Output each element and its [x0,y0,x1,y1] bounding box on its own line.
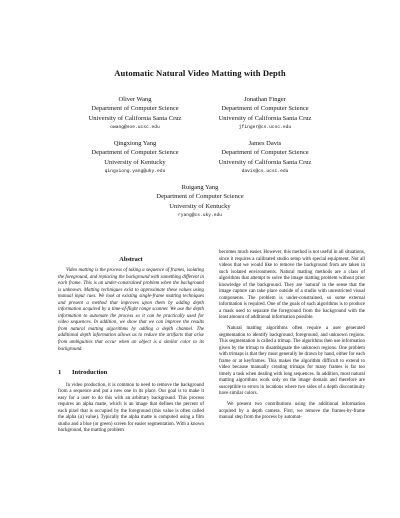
author-email: owang@soe.ucsc.edu [110,124,160,130]
author-university: University of California Santa Cruz [88,114,182,122]
author-email: jfinger@cs.ucsc.edu [238,124,292,130]
author-university: University of Kentucky [169,202,231,210]
author-email: qingxiong.yang@uky.edu [104,168,166,174]
author-university: University of Kentucky [104,158,166,166]
left-column [58,253,204,435]
author-block [125,183,275,220]
author-department: Department of Computer Science [91,149,179,157]
author-block [190,95,340,132]
body-paragraph: We present two contributions using the additional information acquired by a depth camera. First, we remove the frames-by-frame manual step from the process by automat- [219,402,365,421]
author-department: Department of Computer Science [221,149,309,157]
section-number: 1 [58,369,62,377]
author-email: davis@cs.ucsc.edu [241,168,289,174]
abstract-heading: Abstract [119,256,143,263]
body-paragraph: Natural matting algorithms often require a user generated segmentation to identify background, foreground, and unknown regions. This segmentation is called a trimap. The algorithms then use information given by the trimap to disambiguate the unknown regions. One problem with trimaps is that they must generally be drawn by hand, either for each frame or at keyframes. This makes the algorithm difficult to extend to video because manually creating trimaps for many frames is far too timely a task when dealing with long sequences. In addition, most natural matting algorithms work only on the image domain and therefore are susceptible to errors in locations where two sides of a depth discontinuity have similar colors. [219,326,365,397]
author-department: Department of Computer Science [156,193,244,201]
paper-title: Automatic Natural Video Matting with Depth [114,68,286,78]
author-name: Oliver Wang [118,96,152,103]
right-column [219,250,365,422]
author-name: Jonathan Finger [244,96,286,103]
author-department: Department of Computer Science [221,105,309,113]
intro-paragraph: In video production, it is common to need to remove the background from a sequence and put a new one in its place. Our goal is to make it easy for a user to do this with an arbitrary background. This process requires an alpha matte, which is an image that defines the percent of each pixel that is occupied by the foreground (this value is often called the alpha (α) value). Typically the alpha matte is computed using a film studio and a blue (or green) screen for easier segmentation. With a known background, the matting problem [58,382,204,434]
author-name: Qingxiong Yang [113,140,157,147]
author-department: Department of Computer Science [91,105,179,113]
author-name: James Davis [248,140,282,147]
author-university: University of California Santa Cruz [218,158,312,166]
author-university: University of California Santa Cruz [218,114,312,122]
section-title: Introduction [72,369,108,377]
author-block [60,95,210,132]
body-paragraph: becomes much easier. However, this method is not useful in all situations, since it requires a calibrated studio setup with special equipment. Not all videos that we would like to remove the background from are taken in such isolated environments. Natural matting methods are a class of algorithms that attempt to solve the image matting problem without prior knowledge of the background. They are 'natural' in the sense that the image capture can take place outside of a studio with unrestricted visual components. The problem is under-constrained, so some external information is required. One of the goals of such algorithms is to produce a mask used to separate the foreground from the background with the least amount of additional information possible. [219,250,365,321]
abstract-text: Video matting is the process of taking a sequence of frames, isolating the foreground, and replacing the background with something different in each frame. This is an under-constrained problem when the background is unknown. Matting techniques exist to approximate these values using manual input cues. We look at existing single-frame matting techniques and present a method that improves upon them by adding depth information acquired by a time-of-flight range scanner. We use the depth information to automate the process so it can be practically used for video sequences. In addition, we show that we can improve the results from natural matting algorithms by adding a depth channel. The additional depth information allows us to reduce the artifacts that arise from ambiguities that occur when an object is a similar color to its background. [58,268,204,352]
author-block [60,139,210,176]
author-name: Ruigang Yang [181,184,219,191]
section-heading [58,370,204,377]
author-block [190,139,340,176]
author-email: ryang@cs.uky.edu [177,212,223,218]
